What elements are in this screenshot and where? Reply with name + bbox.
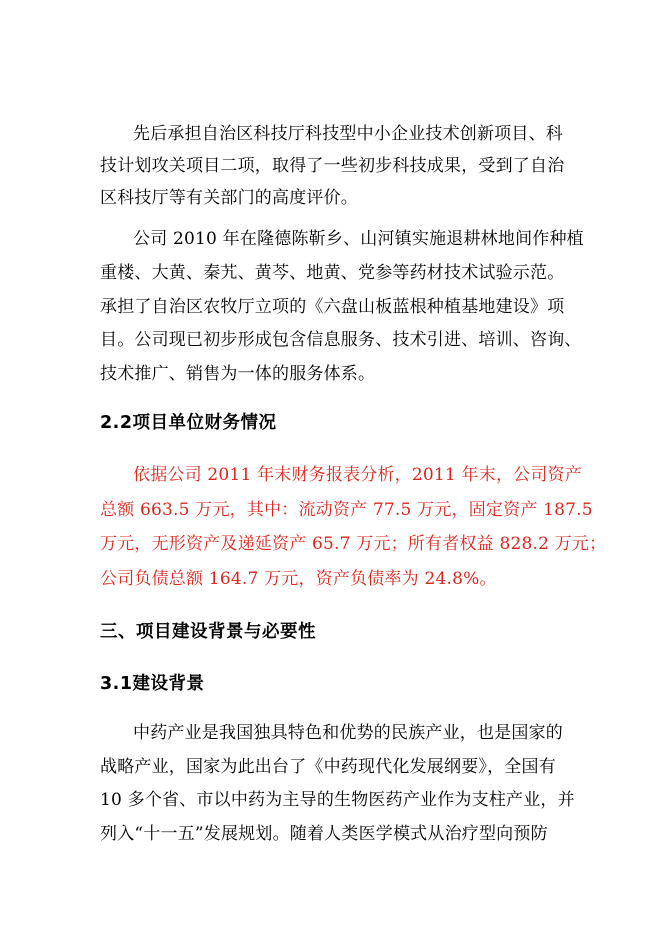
finance-paragraph-line-2: 总额 663.5 万元，其中：流动资产 77.5 万元，固定资产 187.5 — [100, 500, 593, 520]
finance-paragraph-line-1: 依据公司 2011 年末财务报表分析，2011 年末，公司资产 — [133, 465, 582, 485]
paragraph-2-line-4: 目。公司现已初步形成包含信息服务、技术引进、培训、咨询、 — [100, 330, 582, 350]
background-paragraph-line-4: 列入“十一五”发展规划。随着人类医学模式从治疗型向预防 — [100, 824, 548, 844]
paragraph-1-line-3: 区科技厅等有关部门的高度评价。 — [100, 188, 358, 208]
paragraph-2-line-2: 重楼、大黄、秦艽、黄芩、地黄、党参等药材技术试验示范。 — [100, 263, 565, 283]
finance-paragraph-line-3: 万元，无形资产及递延资产 65.7 万元；所有者权益 828.2 万元； — [100, 534, 607, 554]
paragraph-1-line-1: 先后承担自治区科技厅科技型中小企业技术创新项目、科 — [133, 124, 563, 144]
paragraph-2-line-5: 技术推广、销售为一体的服务体系。 — [100, 364, 376, 384]
paragraph-2-line-3: 承担了自治区农牧厅立项的《六盘山板蓝根种植基地建设》项 — [100, 297, 565, 317]
background-paragraph-line-3: 10 多个省、市以中药为主导的生物医药产业作为支柱产业，并 — [100, 790, 575, 810]
section-heading-2-2: 2.2项目单位财务情况 — [100, 413, 277, 433]
background-paragraph-line-1: 中药产业是我国独具特色和优势的民族产业，也是国家的 — [133, 723, 563, 743]
background-paragraph-line-2: 战略产业，国家为此出台了《中药现代化发展纲要》，全国有 — [100, 757, 556, 777]
section-heading-3-1: 3.1建设背景 — [100, 674, 205, 694]
finance-paragraph-line-4: 公司负债总额 164.7 万元，资产负债率为 24.8%。 — [100, 569, 497, 589]
section-heading-3: 三、项目建设背景与必要性 — [100, 622, 316, 642]
paragraph-1-line-2: 技计划攻关项目二项，取得了一些初步科技成果，受到了自治 — [100, 156, 565, 176]
paragraph-2-line-1: 公司 2010 年在隆德陈靳乡、山河镇实施退耕林地间作种植 — [133, 229, 584, 249]
